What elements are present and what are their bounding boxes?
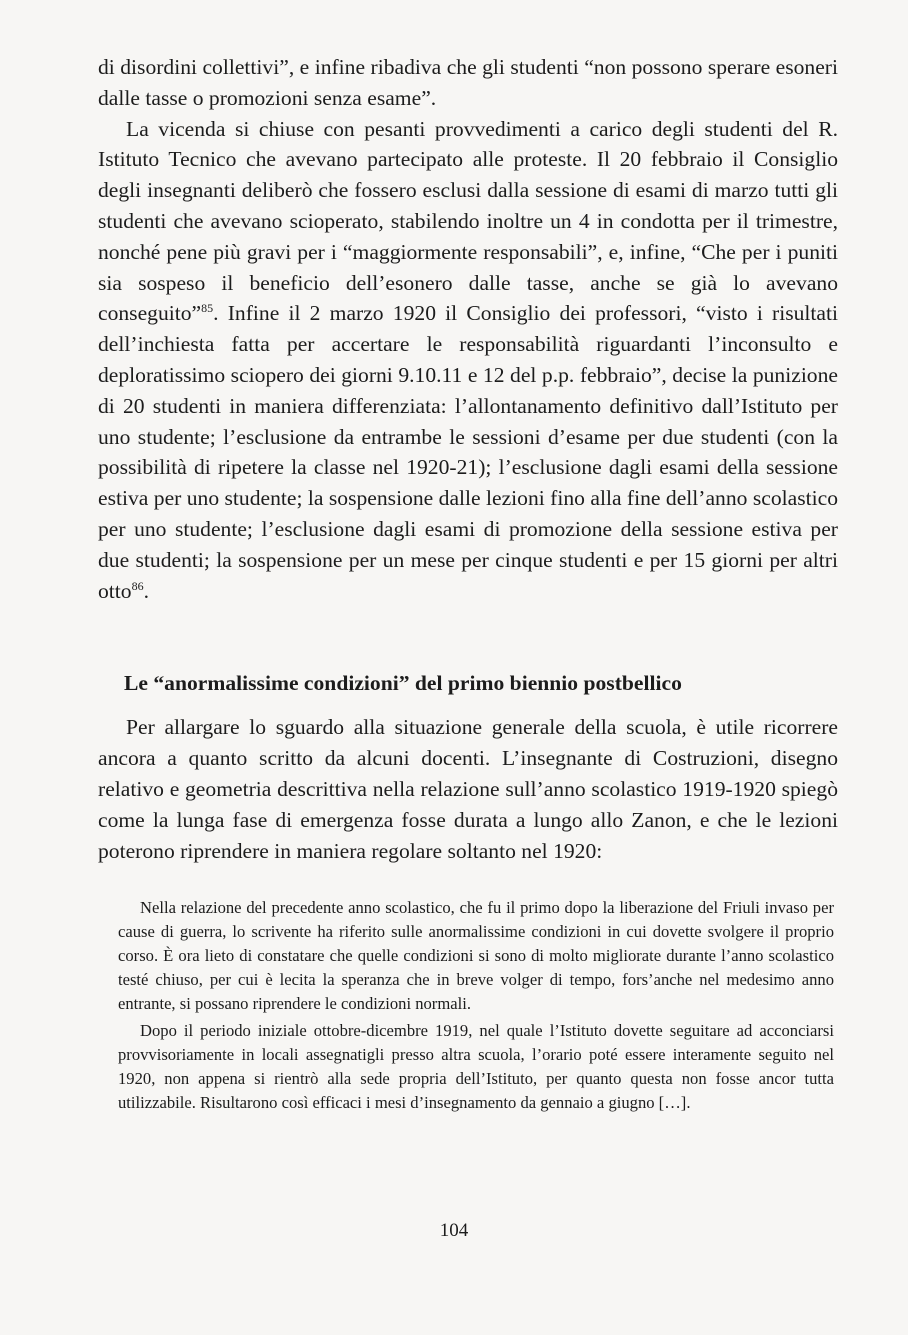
footnote-ref-86: 86 (131, 578, 144, 593)
page-number: 104 (439, 1220, 469, 1241)
block-quote (118, 896, 834, 1114)
quote-paragraph-1: Nella relazione del precedente anno scolastico, che fu il primo dopo la liberazione del Friuli invaso per cause di guerra, lo scrivente ha riferito sulle anormalissime condizioni in cui dovette svolgere il proprio corso. È ora lieto di constatare che quelle condizioni si sono di molto migliorate durante l’anno scolastico testé chiuso, per cui è lecita la speranza che in breve volger di tempo, fors’anche nel medesimo anno entrante, si possano riprendere le condizioni normali. (118, 898, 834, 1013)
quote-paragraph-2: Dopo il periodo iniziale ottobre-dicembre 1919, nel quale l’Istituto dovette seguitare ad acconciarsi provvisoriamente in locali assegnatigli presso altra scuola, l’orario poté essere interamente seguito nel 1920, non appena si rientrò alla sede propria dell’Istituto, per quanto questa non fosse ancor tutta utilizzabile. Risultarono così efficaci i mesi d’insegnamento da gennaio a giugno […]. (118, 1021, 834, 1112)
footnote-ref-85: 85 (201, 301, 214, 316)
body-text (98, 52, 838, 606)
page-content (98, 52, 838, 1115)
paragraph-vicenda-part2: . Infine il 2 marzo 1920 il Consiglio dei professori, “visto i risultati dell’inchiesta fatta per accertare le responsabilità riguardanti l’inconsulto e deploratissimo sciopero dei giorni 9.10.11 e 12 del p.p. febbraio”, decise la punizione di 20 studenti in maniera differenziata: l’allontanamento definitivo dall’Istituto per uno studente; l’esclusione da entrambe le sessioni d’esame per due studenti (con la possibilità di ripetere la classe nel 1920-21); l’esclusione dagli esami della sessione estiva per uno studente; la sospensione dalle lezioni fino alla fine dell’anno scolastico per uno studente; l’esclusione dagli esami di promozione della sessione estiva per due studenti; la sospensione per un mese per cinque studenti e per 15 giorni per altri otto (98, 301, 838, 603)
section-body (98, 712, 838, 866)
section-heading: Le “anormalissime condizioni” del primo biennio postbellico (124, 671, 682, 696)
paragraph-vicenda (98, 114, 838, 607)
paragraph-vicenda-end: . (143, 578, 149, 603)
paragraph-vicenda-part1: La vicenda si chiuse con pesanti provvedimenti a carico degli studenti del R. Istituto Tecnico che avevano partecipato alle proteste. Il 20 febbraio il Consiglio degli insegnanti deliberò che fossero esclusi dalla sessione di esami di marzo tutti gli studenti che avevano scioperato, stabilendo inoltre un 4 in condotta per il trimestre, nonché pene più gravi per i “maggiormente responsabili”, e, infine, “Che per i puniti sia sospeso il beneficio dell’esonero dalle tasse, anche se già lo avevano conseguito” (98, 116, 838, 326)
paragraph-continuation: di disordini collettivi”, e infine ribadiva che gli studenti “non possono sperare esoneri dalle tasse o promozioni senza esame”. (98, 55, 838, 110)
section-paragraph: Per allargare lo sguardo alla situazione generale della scuola, è utile ricorrere ancora a quanto scritto da alcuni docenti. L’insegnante di Costruzioni, disegno relativo e geometria descrittiva nella relazione sull’anno scolastico 1919-1920 spiegò come la lunga fase di emergenza fosse durata a lungo allo Zanon, e che le lezioni poterono riprendere in maniera regolare soltanto nel 1920: (98, 715, 838, 863)
